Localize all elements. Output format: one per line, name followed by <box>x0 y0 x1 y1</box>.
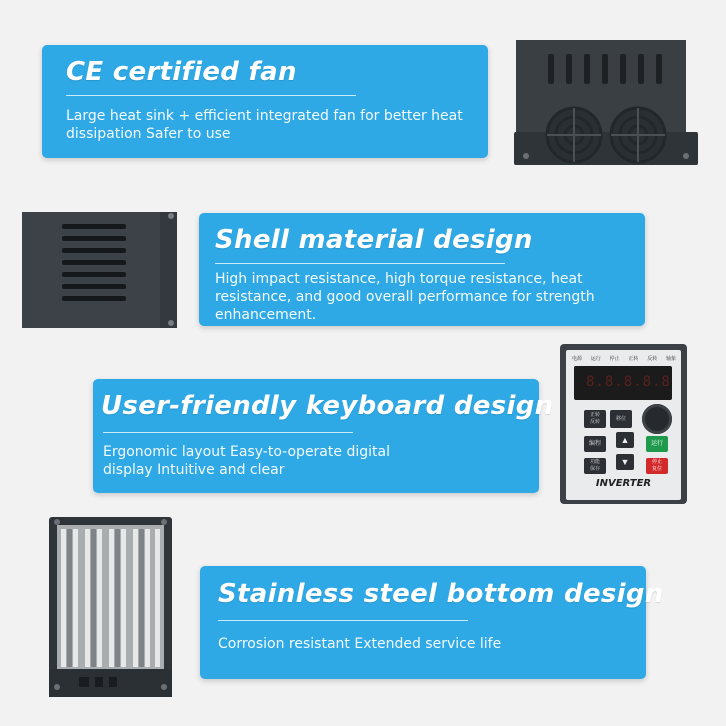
feature-description: High impact resistance, high torque resistance, heat resistance, and good overall performance for strength enhancement. <box>215 271 595 323</box>
heatsink-bottom-image <box>49 517 172 697</box>
up-arrow-icon[interactable]: ▲ <box>616 432 634 448</box>
title-underline <box>215 263 505 264</box>
feature-title: CE certified fan <box>66 57 297 87</box>
brand-label: INVERTER <box>595 478 652 489</box>
feature-title: Stainless steel bottom design <box>218 579 664 609</box>
shift-key[interactable]: 正转 反转 <box>584 410 606 428</box>
feature-description: Large heat sink + efficient integrated fan for better heat dissipation Safer to use <box>66 108 463 142</box>
prog-key[interactable]: 编程 <box>584 436 606 452</box>
func-key[interactable]: 功能 保存 <box>584 458 606 474</box>
title-underline <box>103 432 353 433</box>
led-display: 8.8.8.8.8 <box>574 366 672 400</box>
feature-description: Ergonomic layout Easy-to-operate digital display Intuitive and clear <box>103 444 390 478</box>
run-key[interactable]: 运行 <box>646 436 668 452</box>
feature-title: Shell material design <box>215 225 533 255</box>
knob[interactable] <box>642 404 672 434</box>
title-underline <box>66 95 356 96</box>
feature-card-shell <box>199 213 645 326</box>
set-key[interactable]: 移位 <box>610 410 632 428</box>
title-underline <box>218 620 468 621</box>
feature-card-keyboard <box>93 379 554 493</box>
indicator-labels: 电源 运行 停止 正转 反转 轴象 <box>572 356 676 362</box>
feature-card-bottom <box>200 566 664 679</box>
down-arrow-icon[interactable]: ▼ <box>616 454 634 470</box>
feature-card-fan <box>42 45 488 158</box>
fan-unit-image <box>514 40 698 166</box>
feature-title: User-friendly keyboard design <box>101 391 554 421</box>
keypad-panel-image <box>560 344 687 504</box>
shell-side-image <box>22 212 182 330</box>
feature-description: Corrosion resistant Extended service life <box>218 636 502 652</box>
stop-key[interactable]: 停止 复位 <box>646 458 668 474</box>
